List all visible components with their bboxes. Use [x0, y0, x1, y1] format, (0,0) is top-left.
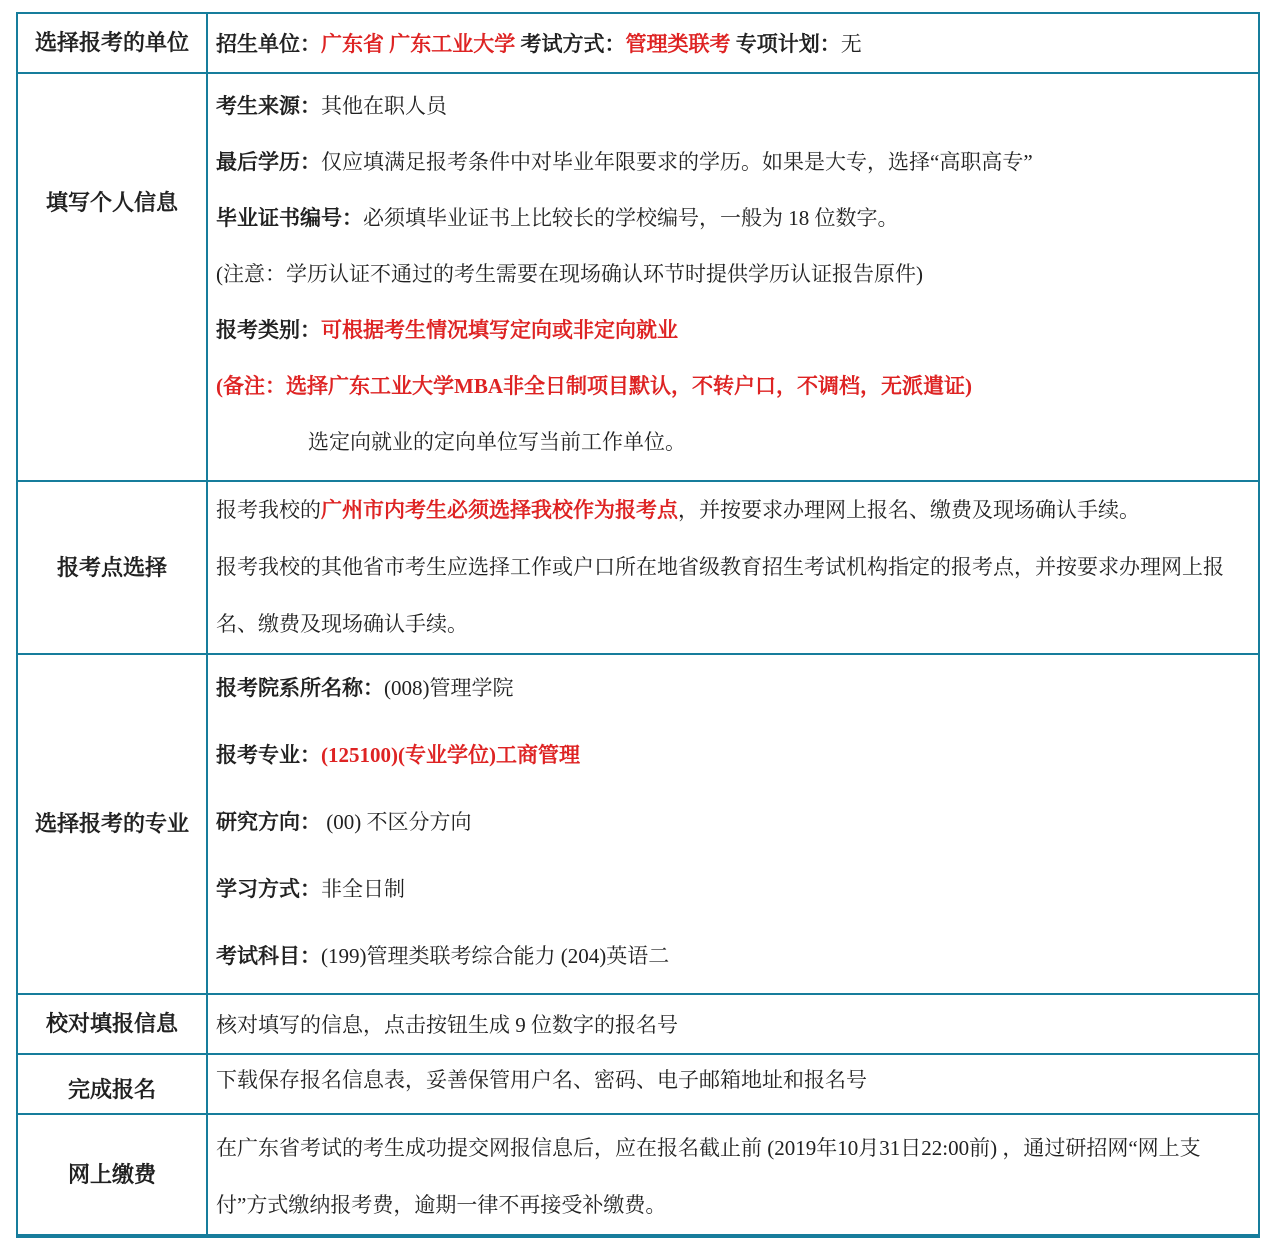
text-segment: 学习方式： — [216, 877, 321, 901]
row-label: 选择报考的专业 — [34, 811, 189, 836]
content-line — [216, 539, 1244, 653]
content-line — [216, 414, 1244, 470]
text-segment: 报考专业： — [216, 743, 321, 767]
text-segment: (00) 不区分方向 — [321, 810, 472, 834]
row-label: 报考点选择 — [56, 554, 167, 580]
text-segment: 专项计划： — [735, 32, 841, 56]
text-segment: 报考我校的其他省市考生应选择工作或户口所在地省级教育招生考试机构指定的报考点，并按要求办理网上报名、缴费及现场确认手续。 — [216, 555, 1224, 636]
content-line — [216, 134, 1244, 190]
application-steps-table — [16, 12, 1260, 1238]
text-segment: (注意：学历认证不通过的考生需要在现场确认环节时提供学历认证报告原件) — [216, 262, 923, 286]
content-line — [216, 655, 1244, 722]
table-row-select-unit — [18, 14, 1258, 72]
text-segment: 核对填写的信息，点击按钮生成 9 位数字的报名号 — [216, 1013, 678, 1037]
row-label-cell — [18, 14, 208, 72]
text-segment: 广东省 广东工业大学 — [321, 32, 516, 56]
table-row-verify-info — [18, 993, 1258, 1053]
content-line — [216, 246, 1244, 302]
content-line — [216, 302, 1244, 358]
row-label-cell — [18, 74, 208, 480]
text-segment: 必须填毕业证书上比较长的学校编号，一般为 18 位数字。 — [363, 206, 899, 230]
text-segment: 考生来源： — [216, 94, 321, 118]
content-line — [216, 358, 1244, 414]
row-label-cell — [18, 1055, 208, 1113]
text-segment: 其他在职人员 — [321, 94, 447, 118]
text-segment: 选定向就业的定向单位写当前工作单位。 — [308, 430, 686, 454]
text-segment: 广州市内考生必须选择我校作为报考点 — [321, 498, 678, 522]
table-row-online-payment — [18, 1113, 1258, 1234]
content-line — [216, 856, 1244, 923]
table-row-select-major — [18, 653, 1258, 993]
text-segment: 在广东省考试的考生成功提交网报信息后，应在报名截止前 (2019年10月31日22:00前) ，通过研招网“网上支付”方式缴纳报考费，逾期一律不再接受补缴费。 — [216, 1136, 1201, 1217]
text-segment: 研究方向： — [216, 810, 321, 834]
content-line — [216, 190, 1244, 246]
text-segment: 招生单位： — [216, 32, 321, 56]
content-line — [216, 482, 1244, 539]
row-label-cell — [18, 995, 208, 1053]
text-segment: 可根据考生情况填写定向或非定向就业 — [321, 318, 678, 342]
text-segment: 最后学历： — [216, 150, 321, 174]
text-segment: 无 — [840, 32, 862, 56]
table-row-exam-site — [18, 480, 1258, 653]
content-line — [216, 789, 1244, 856]
content-line — [216, 1120, 1244, 1234]
content-line — [216, 1009, 678, 1039]
text-segment: 毕业证书编号： — [216, 206, 363, 230]
text-segment: (125100)(专业学位)工商管理 — [321, 743, 580, 767]
row-content-cell — [208, 655, 1258, 993]
row-content-cell — [208, 1115, 1258, 1234]
text-segment: 考试科目： — [216, 944, 321, 968]
text-segment: 非全日制 — [321, 877, 405, 901]
content-line — [216, 923, 1244, 990]
text-segment: 考试方式： — [520, 32, 626, 56]
content-line — [216, 1062, 1244, 1098]
content-line — [216, 28, 862, 58]
text-segment: ，并按要求办理网上报名、缴费及现场确认手续。 — [678, 498, 1140, 522]
row-label-cell — [18, 1115, 208, 1234]
table-row-finish-registration — [18, 1053, 1258, 1113]
row-label-cell — [18, 482, 208, 653]
row-label-cell — [18, 655, 208, 993]
content-line — [216, 722, 1244, 789]
row-label: 网上缴费 — [67, 1161, 156, 1187]
row-content-cell — [208, 482, 1258, 653]
row-content-cell — [208, 1055, 1258, 1113]
text-segment: (008)管理学院 — [384, 676, 514, 700]
text-segment: 仅应填满足报考条件中对毕业年限要求的学历。如果是大专，选择“高职高专” — [321, 150, 1033, 174]
content-line — [216, 78, 1244, 134]
text-segment: (199)管理类联考综合能力 (204)英语二 — [321, 944, 670, 968]
row-content-cell — [208, 14, 1258, 72]
text-segment: 报考我校的 — [216, 498, 321, 522]
row-label: 完成报名 — [67, 1077, 156, 1102]
row-content-cell — [208, 995, 1258, 1053]
row-label: 选择报考的单位 — [34, 30, 189, 55]
row-content-cell — [208, 74, 1258, 480]
row-label: 填写个人信息 — [45, 190, 178, 215]
text-segment: 报考类别： — [216, 318, 321, 342]
row-label: 校对填报信息 — [45, 1011, 178, 1036]
text-segment: (备注：选择广东工业大学MBA非全日制项目默认，不转户口，不调档，无派遣证) — [216, 374, 972, 398]
table-row-personal-info — [18, 72, 1258, 480]
text-segment: 下载保存报名信息表，妥善保管用户名、密码、电子邮箱地址和报名号 — [216, 1068, 867, 1092]
text-segment: 管理类联考 — [625, 32, 731, 56]
text-segment: 报考院系所名称： — [216, 676, 384, 700]
